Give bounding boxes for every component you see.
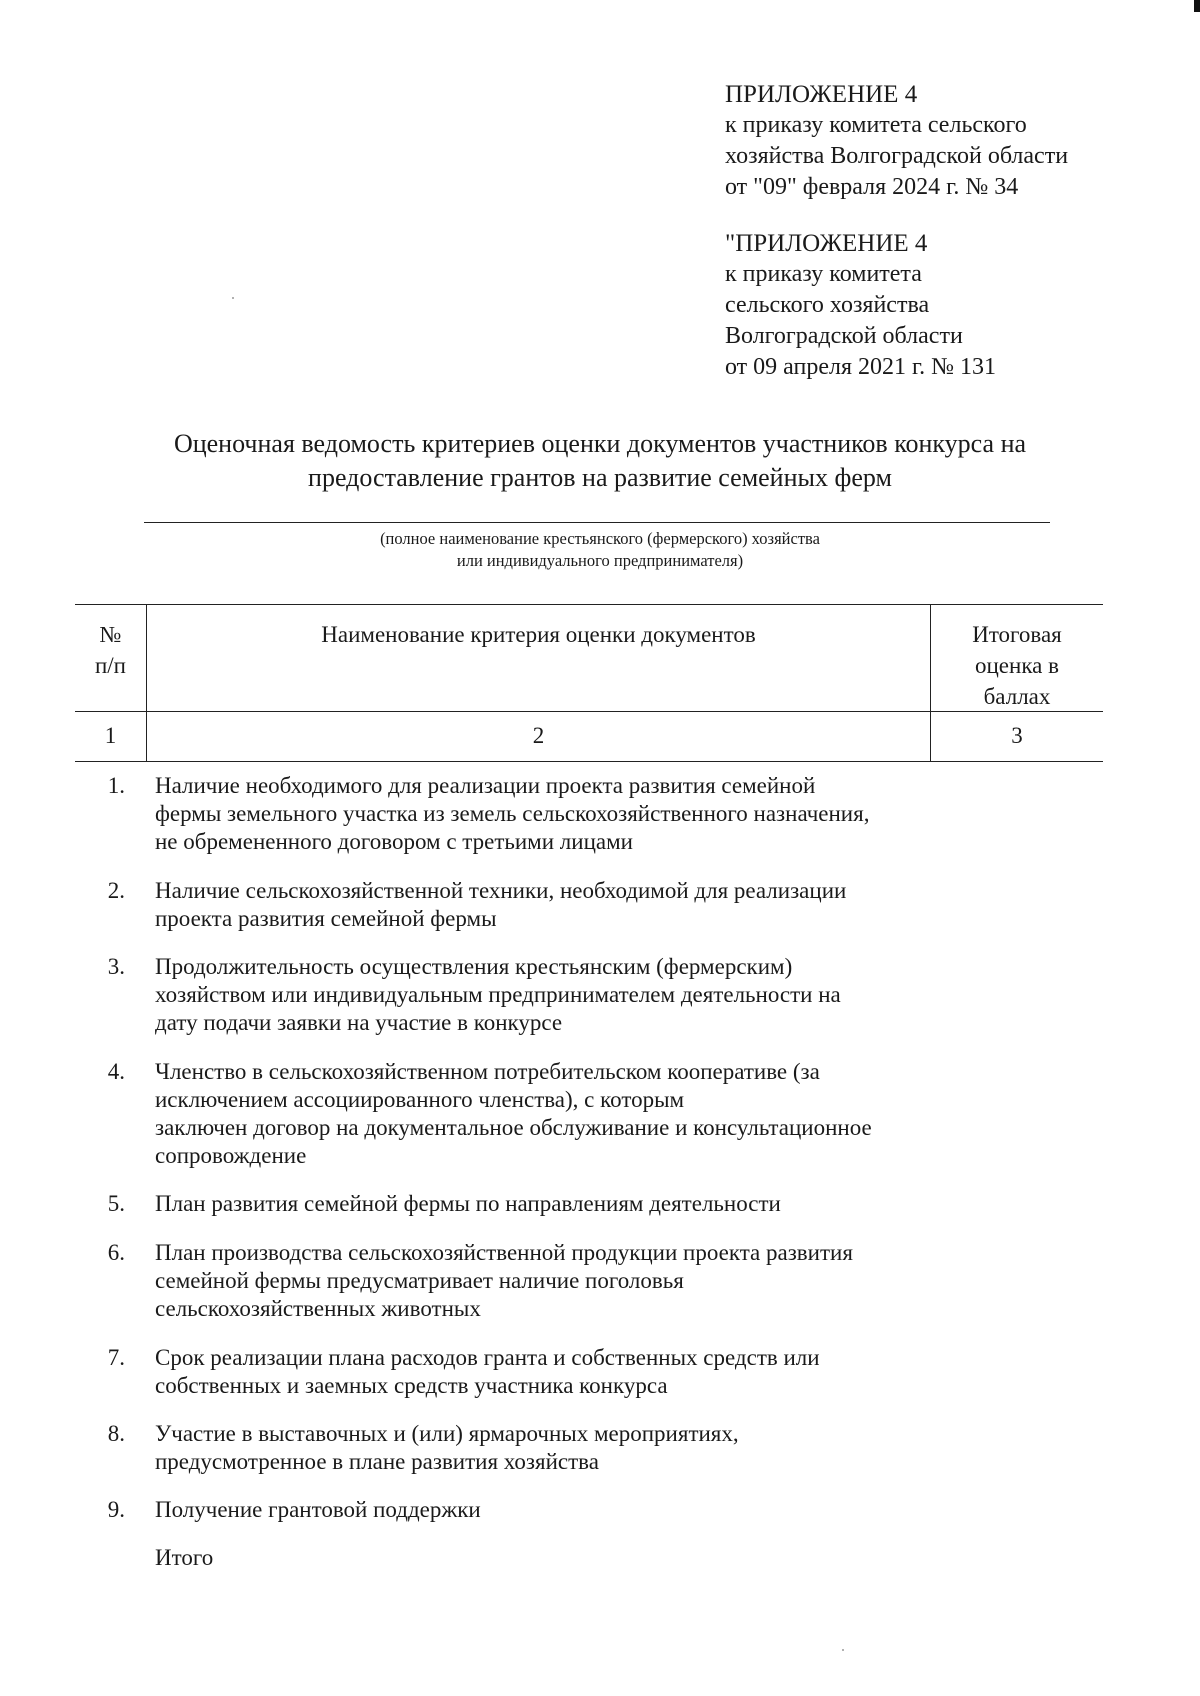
criterion-line: План развития семейной фермы по направлениям деятельности bbox=[155, 1191, 781, 1216]
applicant-name-caption bbox=[200, 528, 1000, 572]
table-header-row bbox=[75, 605, 1103, 712]
scan-speck bbox=[842, 1649, 844, 1651]
criterion-line: Получение грантовой поддержки bbox=[155, 1497, 481, 1522]
criterion-line: Членство в сельскохозяйственном потребительском кооперативе (за bbox=[155, 1059, 820, 1084]
criterion-line: не обремененного договором с третьими лицами bbox=[155, 829, 633, 854]
header-number-line: № bbox=[99, 622, 122, 647]
criterion-line: Наличие сельскохозяйственной техники, необходимой для реализации bbox=[155, 878, 847, 903]
header-score-line: баллах bbox=[983, 684, 1051, 709]
criterion-line: План производства сельскохозяйственной продукции проекта развития bbox=[155, 1240, 853, 1265]
attachment-line: от "09" февраля 2024 г. № 34 bbox=[725, 174, 1019, 200]
criterion-text bbox=[155, 1239, 955, 1323]
criterion-number: 4. bbox=[107, 1059, 125, 1084]
criterion-line: дату подачи заявки на участие в конкурсе bbox=[155, 1010, 563, 1035]
attachment-heading: ПРИЛОЖЕНИЕ 4 bbox=[725, 81, 918, 108]
attachment-line: к приказу комитета bbox=[725, 261, 922, 287]
document-title bbox=[100, 427, 1100, 495]
scan-edge-mark bbox=[1194, 0, 1200, 12]
criterion-number: 6. bbox=[107, 1240, 125, 1265]
applicant-name-field[interactable] bbox=[144, 522, 1050, 523]
attachment-line: от 09 апреля 2021 г. № 131 bbox=[725, 354, 997, 380]
criterion-number: 7. bbox=[107, 1345, 125, 1370]
total-label: Итого bbox=[155, 1545, 214, 1570]
attachment-block-original bbox=[725, 228, 996, 383]
criterion-number: 1. bbox=[107, 773, 125, 798]
table-divider bbox=[930, 605, 931, 761]
criterion-line: фермы земельного участка из земель сельскохозяйственного назначения, bbox=[155, 801, 870, 826]
criterion-text bbox=[155, 1190, 955, 1218]
criterion-line: исключением ассоциированного членства), с которым bbox=[155, 1087, 685, 1112]
title-line: предоставление грантов на развитие семейных ферм bbox=[308, 463, 892, 492]
criterion-line: предусмотренное в плане развития хозяйства bbox=[155, 1449, 599, 1474]
criterion-text bbox=[155, 1496, 955, 1524]
criterion-text bbox=[155, 1420, 955, 1476]
criteria-table-header bbox=[75, 604, 1103, 762]
header-number-line: п/п bbox=[94, 653, 126, 678]
criterion-line: Срок реализации плана расходов гранта и собственных средств или bbox=[155, 1345, 820, 1370]
attachment-line: к приказу комитета сельского bbox=[725, 112, 1027, 138]
attachment-heading: "ПРИЛОЖЕНИЕ 4 bbox=[725, 230, 928, 257]
caption-line: или индивидуального предпринимателя) bbox=[456, 551, 744, 570]
criterion-text bbox=[155, 877, 955, 933]
criterion-line: заключен договор на документальное обслуживание и консультационное bbox=[155, 1115, 872, 1140]
criterion-text bbox=[155, 953, 955, 1037]
attachment-line: сельского хозяйства bbox=[725, 292, 930, 318]
criterion-number: 5. bbox=[107, 1191, 125, 1216]
scan-speck bbox=[232, 297, 234, 299]
table-divider bbox=[146, 605, 147, 761]
criterion-number: 3. bbox=[107, 954, 125, 979]
criterion-text bbox=[155, 772, 955, 856]
criterion-line: сельскохозяйственных животных bbox=[155, 1296, 481, 1321]
criterion-number: 2. bbox=[107, 878, 125, 903]
table-column-numbers-row bbox=[75, 712, 1103, 761]
criterion-line: проекта развития семейной фермы bbox=[155, 906, 497, 931]
column-number: 3 bbox=[1011, 723, 1023, 748]
column-number: 2 bbox=[532, 723, 545, 748]
criterion-line: Продолжительность осуществления крестьянским (фермерским) bbox=[155, 954, 793, 979]
attachment-line: Волгоградской области bbox=[725, 323, 963, 349]
header-number bbox=[75, 619, 146, 681]
criterion-number: 8. bbox=[107, 1421, 125, 1446]
criterion-line: Участие в выставочных и (или) ярмарочных мероприятиях, bbox=[155, 1421, 739, 1446]
criterion-line: хозяйством или индивидуальным предпринимателем деятельности на bbox=[155, 982, 841, 1007]
header-score-line: оценка в bbox=[975, 653, 1059, 678]
header-score bbox=[931, 619, 1103, 712]
caption-line: (полное наименование крестьянского (фермерского) хозяйства bbox=[380, 529, 820, 548]
title-line: Оценочная ведомость критериев оценки документов участников конкурса на bbox=[173, 429, 1027, 458]
criterion-line: сопровождение bbox=[155, 1143, 307, 1168]
criterion-text bbox=[155, 1344, 955, 1400]
criterion-line: собственных и заемных средств участника конкурса bbox=[155, 1373, 668, 1398]
attachment-block-current bbox=[725, 79, 1068, 203]
criterion-line: семейной фермы предусматривает наличие поголовья bbox=[155, 1268, 684, 1293]
header-score-line: Итоговая bbox=[972, 622, 1062, 647]
criterion-line: Наличие необходимого для реализации проекта развития семейной bbox=[155, 773, 816, 798]
criterion-number: 9. bbox=[107, 1497, 125, 1522]
criterion-text bbox=[155, 1058, 955, 1170]
attachment-line: хозяйства Волгоградской области bbox=[725, 143, 1069, 169]
header-criterion: Наименование критерия оценки документов bbox=[321, 622, 756, 647]
column-number: 1 bbox=[104, 723, 117, 748]
